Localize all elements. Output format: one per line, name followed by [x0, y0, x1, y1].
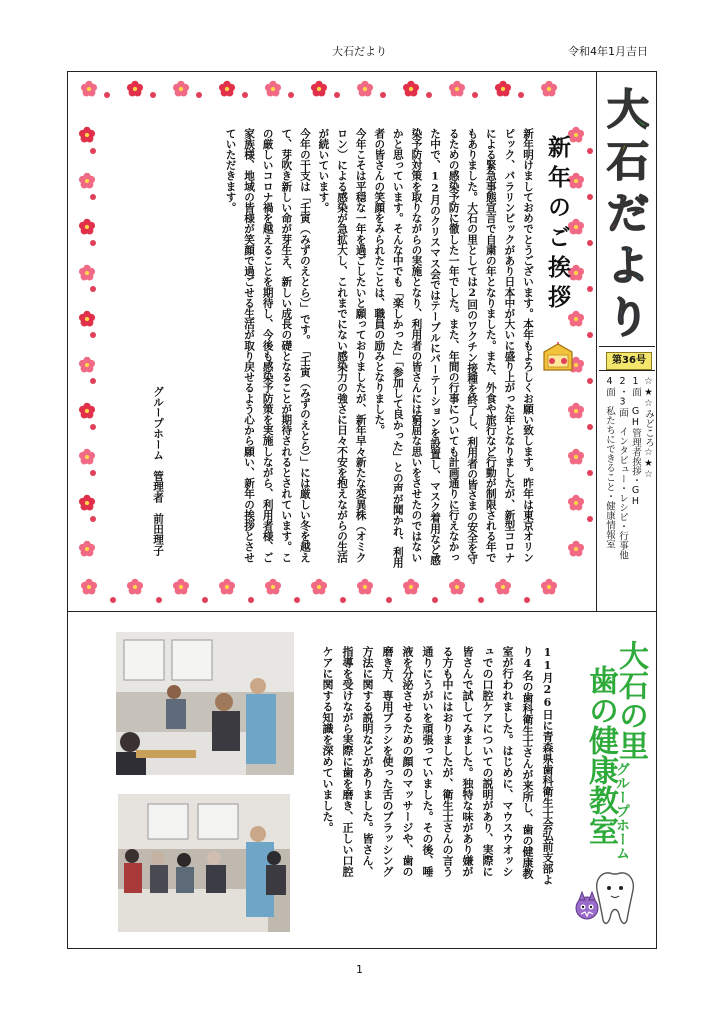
- masthead-char: 石: [607, 137, 650, 186]
- decor-dot: [587, 332, 593, 338]
- decor-dot: [90, 516, 96, 522]
- plum-blossom-icon: [494, 578, 512, 596]
- table-of-contents: [601, 376, 655, 608]
- decor-dot: [472, 92, 478, 98]
- decor-dot: [90, 148, 96, 154]
- plum-blossom-icon: [448, 80, 466, 98]
- plum-blossom-icon: [310, 578, 328, 596]
- plum-blossom-icon: [78, 448, 96, 466]
- decor-dot: [587, 240, 593, 246]
- plum-blossom-icon: [78, 402, 96, 420]
- decor-dot: [104, 92, 110, 98]
- greeting-signature: グループホーム 管理者 前田理子: [152, 386, 164, 556]
- decor-dot: [90, 286, 96, 292]
- plum-blossom-icon: [356, 578, 374, 596]
- decor-dot: [110, 597, 116, 603]
- plum-blossom-icon: [402, 80, 420, 98]
- plum-blossom-icon: [218, 578, 236, 596]
- dental-title-line2: 歯の健康教室: [583, 665, 618, 845]
- decor-dot: [587, 148, 593, 154]
- issue-number: 第36号: [606, 352, 652, 370]
- plum-blossom-icon: [78, 540, 96, 558]
- plum-blossom-icon: [126, 578, 144, 596]
- plum-blossom-icon: [172, 80, 190, 98]
- dental-photo-1: [116, 632, 294, 775]
- decor-dot: [90, 470, 96, 476]
- plum-blossom-icon: [78, 356, 96, 374]
- dental-subtitle: グループホーム: [614, 762, 630, 860]
- masthead-char: り: [607, 293, 650, 342]
- decor-dot: [380, 92, 386, 98]
- header-date: 令和4年1月吉日: [568, 45, 648, 58]
- decor-dot: [587, 470, 593, 476]
- plum-blossom-icon: [80, 80, 98, 98]
- plum-blossom-icon: [78, 218, 96, 236]
- decor-dot: [518, 92, 524, 98]
- decor-dot: [196, 92, 202, 98]
- decor-dot: [90, 240, 96, 246]
- decor-dot: [156, 597, 162, 603]
- masthead-char: だ: [607, 189, 650, 238]
- decor-dot: [90, 194, 96, 200]
- plum-blossom-icon: [218, 80, 236, 98]
- decor-dot: [587, 424, 593, 430]
- decor-dot: [242, 92, 248, 98]
- dental-title-line1: 大石の里: [613, 640, 648, 760]
- masthead-char: 大: [607, 85, 650, 134]
- greeting-title: 新年のご挨拶: [544, 135, 571, 315]
- decor-dot: [587, 516, 593, 522]
- plum-blossom-icon: [80, 578, 98, 596]
- plum-blossom-icon: [78, 172, 96, 190]
- plum-blossom-icon: [567, 494, 585, 512]
- tooth-mascot-icon: [573, 868, 645, 928]
- decor-dot: [587, 378, 593, 384]
- greeting-paragraph: 今年こそは平穏な一年を過ごしたいと願っておりましたが、新年早々新たな変異株（オミクロン）による感染が急拡大し、これまでにない感染力の強さに日々不安を抱えながらの生活が続いています。: [317, 128, 367, 563]
- decor-dot: [90, 378, 96, 384]
- plum-blossom-icon: [356, 80, 374, 98]
- plum-blossom-icon: [264, 80, 282, 98]
- plum-blossom-icon: [402, 578, 420, 596]
- decor-dot: [288, 92, 294, 98]
- plum-blossom-icon: [567, 402, 585, 420]
- decor-dot: [202, 597, 208, 603]
- decor-dot: [150, 92, 156, 98]
- decor-dot: [587, 194, 593, 200]
- dental-body: 11月26日に青森県歯科衛生士会弘前支部より4名の歯科衛生士さんが来所し、歯の健康教室が行われました。はじめに、マウスウオッシュでの口腔ケアについての説明があり、実際に皆さんで試してみました。独特な味があり嫌がる方も中にはおりましたが、衛生士さんの言う通りにうがいを頑張っていました。その後、唾液を分泌させるための顔のマッサージや、歯の磨き方、専用ブラシを使った舌のブラッシング方法に関する説明などがありました。皆さん、指導を受けながら実際に歯を磨き、正しい口腔ケアに関する知識を深めていました。: [321, 646, 554, 885]
- decor-dot: [587, 286, 593, 292]
- decor-dot: [386, 597, 392, 603]
- decor-dot: [90, 424, 96, 430]
- masthead: [599, 80, 655, 347]
- decor-dot: [478, 597, 484, 603]
- plum-blossom-icon: [78, 494, 96, 512]
- toc-item: ☆★☆みどころ☆★☆: [643, 376, 654, 480]
- plum-blossom-icon: [78, 264, 96, 282]
- page-number: 1: [356, 963, 363, 976]
- plum-blossom-icon: [172, 578, 190, 596]
- decor-dot: [90, 332, 96, 338]
- greeting-paragraph: 新年明けましておめでとうございます。本年もよろしくお願い致します。昨年は東京オリンピック、パラリンピックがあり日本中が大いに盛り上がった年となりましたが、新型コロナによる緊急事態宣言で自粛の年となりました。また、外食や旅行など行動が制限される年でもありました。大石の里としては2回のワクチン接種を終了し、利用者の皆さまの安全を守るための感染予防に徹した一年でした。また、年間の行事についても計画通りに行えなかった中で、12月のクリスマス会ではテーブルにパーテーションを設置し、マスク着用など感染予防対策を取りながらの実施となり、利用者の皆さんには窮屈な思いをさせたのではないかと思っています。そんな中でも「楽しかった」「参加して良かった」との声が聞かれ、利用者の皆さんの笑顔をみられたことは、職員の励みとなりました。: [373, 128, 534, 568]
- plum-blossom-icon: [310, 80, 328, 98]
- plum-blossom-icon: [78, 310, 96, 328]
- greeting-paragraph: 今年の干支は「壬寅（みずのえとら）」です。「壬寅（みずのえとら）」には厳しい冬を越えて、芽吹き新しい命が芽生え、新しい成長の礎となることが期待されるとされています。この厳しいコロナ禍を越えることを期待し、今後も感染予防策を実施しながら、利用者様、ご家族様、地域の皆様が笑顔で過ごせる生活が取り戻せるよう心から願い、新年の挨拶とさせていただきます。: [224, 128, 311, 563]
- plum-blossom-icon: [264, 578, 282, 596]
- toc-item: 2・3面 インタビュー・レシピ・行事他: [617, 376, 628, 560]
- header-title: 大石だより: [332, 45, 387, 58]
- toc-item: 1面 GH管理者挨拶・GH: [630, 376, 641, 507]
- plum-blossom-icon: [567, 540, 585, 558]
- dental-photo-2: [118, 794, 290, 932]
- decor-dot: [340, 597, 346, 603]
- plum-blossom-icon: [567, 448, 585, 466]
- plum-blossom-icon: [78, 126, 96, 144]
- decor-dot: [432, 597, 438, 603]
- masthead-char: よ: [607, 241, 650, 290]
- plum-blossom-icon: [540, 80, 558, 98]
- decor-dot: [524, 597, 530, 603]
- ema-icon: [540, 342, 576, 372]
- decor-dot: [334, 92, 340, 98]
- plum-blossom-icon: [448, 578, 466, 596]
- greeting-body: [127, 128, 537, 568]
- decor-dot: [294, 597, 300, 603]
- decor-dot: [248, 597, 254, 603]
- decor-dot: [426, 92, 432, 98]
- toc-item: 4面 私たちにできること・健康情報室: [604, 376, 615, 549]
- plum-blossom-icon: [126, 80, 144, 98]
- plum-blossom-icon: [540, 578, 558, 596]
- plum-blossom-icon: [494, 80, 512, 98]
